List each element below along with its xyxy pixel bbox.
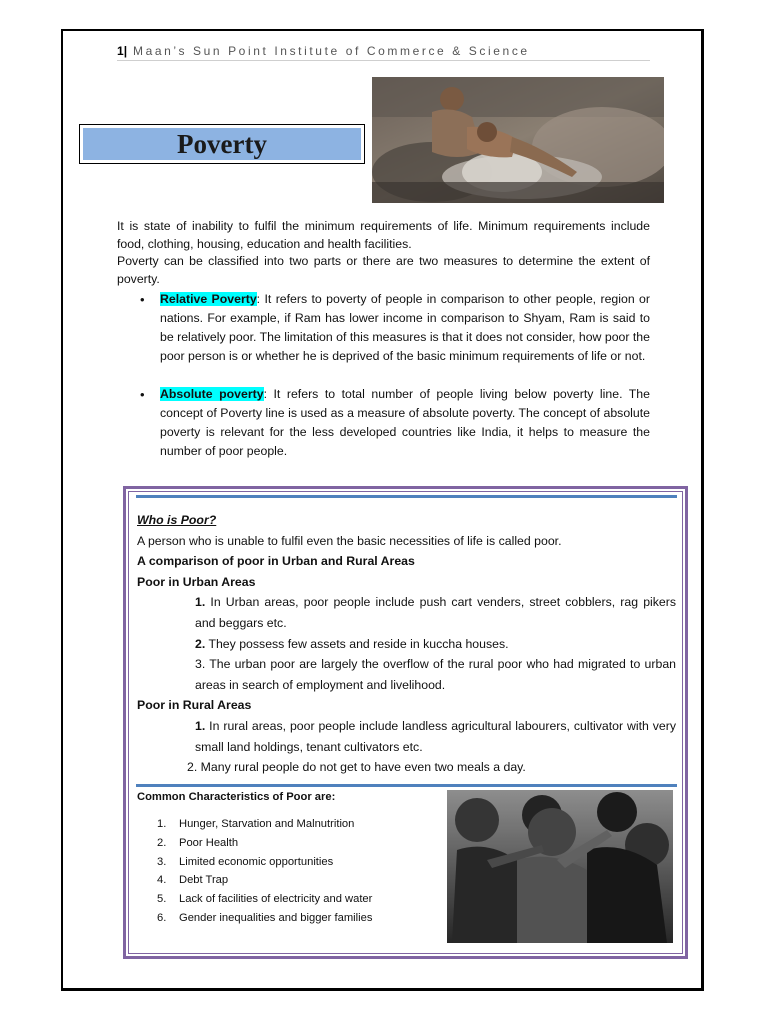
list-text: Hunger, Starvation and Malnutrition xyxy=(179,818,355,830)
list-number: 3. xyxy=(157,855,167,868)
list-item xyxy=(137,385,650,461)
list-number: 2. xyxy=(157,836,167,849)
list-text: They possess few assets and reside in kuccha houses. xyxy=(205,636,509,651)
list-item xyxy=(137,815,437,834)
page-number: 1 xyxy=(117,44,124,58)
poverty-children-photo xyxy=(372,77,664,203)
list-text: Many rural people do not get to have even two meals a day. xyxy=(197,760,526,775)
list-item xyxy=(195,654,676,695)
page-header xyxy=(117,44,650,58)
list-text: In Urban areas, poor people include push cart venders, street cobblers, rag pikers and beggars etc. xyxy=(195,595,676,630)
who-is-poor-title: Who is Poor? xyxy=(137,513,217,527)
list-text: Limited economic opportunities xyxy=(179,855,334,868)
list-item xyxy=(137,909,437,928)
hungry-children-photo xyxy=(447,790,673,943)
list-item xyxy=(195,592,676,633)
list-text: Lack of facilities of electricity and water xyxy=(179,893,373,906)
poor-definition: A person who is unable to fulfil even the basic necessities of life is called poor. xyxy=(137,533,562,548)
list-item xyxy=(137,890,437,909)
characteristics-section xyxy=(137,791,437,928)
intro-text xyxy=(117,218,650,288)
list-number: 1. xyxy=(195,595,206,610)
relative-poverty-term: Relative Poverty xyxy=(160,292,257,306)
list-number: 2. xyxy=(187,760,198,775)
urban-heading: Poor in Urban Areas xyxy=(137,574,256,589)
intro-paragraph-1: It is state of inability to fulfil the minimum requirements of life. Minimum requirements include food, clothing, housing, education and health facilities. xyxy=(117,219,650,251)
institute-name: Maan’s Sun Point Institute of Commerce & Science xyxy=(132,44,530,58)
list-item xyxy=(187,757,676,778)
list-item xyxy=(137,834,437,853)
list-number: 5. xyxy=(157,893,167,906)
poverty-types-list xyxy=(137,290,650,461)
list-text: In rural areas, poor people include landless agricultural labourers, cultivator with very small land holdings, tenant cultivators etc. xyxy=(195,718,676,754)
list-item xyxy=(195,716,676,757)
list-number: 6. xyxy=(157,911,167,924)
list-item xyxy=(195,634,676,655)
list-number: 2. xyxy=(195,636,206,651)
list-number: 1. xyxy=(195,718,206,733)
who-is-poor-section xyxy=(137,510,676,778)
bullet-icon: • xyxy=(140,292,145,307)
list-item xyxy=(137,853,437,872)
header-rule xyxy=(117,60,650,61)
top-blue-rule xyxy=(136,495,677,498)
comparison-heading: A comparison of poor in Urban and Rural Areas xyxy=(137,554,415,569)
list-text: Gender inequalities and bigger families xyxy=(179,911,373,924)
characteristics-title: Common Characteristics of Poor are: xyxy=(137,791,336,803)
characteristics-list xyxy=(137,815,437,928)
bullet-icon: • xyxy=(140,387,145,402)
urban-list xyxy=(137,592,676,695)
relative-poverty-text: : It refers to poverty of people in comparison to other people, region or nations. For example, if Ram has lower income in comparison to Shyam, Ram is said to be relatively poor. The limitation of this measures is that it does not consider, how poor the poor person is or whether he is deprived of the basic minimum requirements of life or not. xyxy=(160,292,650,363)
header-separator: | xyxy=(123,44,128,58)
list-item xyxy=(137,290,650,366)
middle-blue-rule xyxy=(136,784,677,787)
list-number: 3. xyxy=(195,657,206,672)
page-title: Poverty xyxy=(83,128,361,160)
list-item xyxy=(137,871,437,890)
intro-paragraph-2: Poverty can be classified into two parts or there are two measures to determine the extent of poverty. xyxy=(117,254,650,286)
absolute-poverty-text: : It refers to total number of people living below poverty line. The concept of Poverty line is used as a measure of absolute poverty. The concept of absolute poverty is relevant for the less developed countries like India, it helps to measure the number of poor people. xyxy=(160,387,650,458)
list-text: The urban poor are largely the overflow of the rural poor who had migrated to urban areas in search of employment and livelihood. xyxy=(195,657,676,692)
list-text: Debt Trap xyxy=(179,874,229,887)
rural-heading: Poor in Rural Areas xyxy=(137,698,252,713)
list-number: 1. xyxy=(157,818,167,830)
absolute-poverty-term: Absolute poverty xyxy=(160,387,264,401)
title-box xyxy=(79,124,365,164)
list-text: Poor Health xyxy=(179,836,239,849)
rural-list xyxy=(137,716,676,778)
list-number: 4. xyxy=(157,874,167,887)
